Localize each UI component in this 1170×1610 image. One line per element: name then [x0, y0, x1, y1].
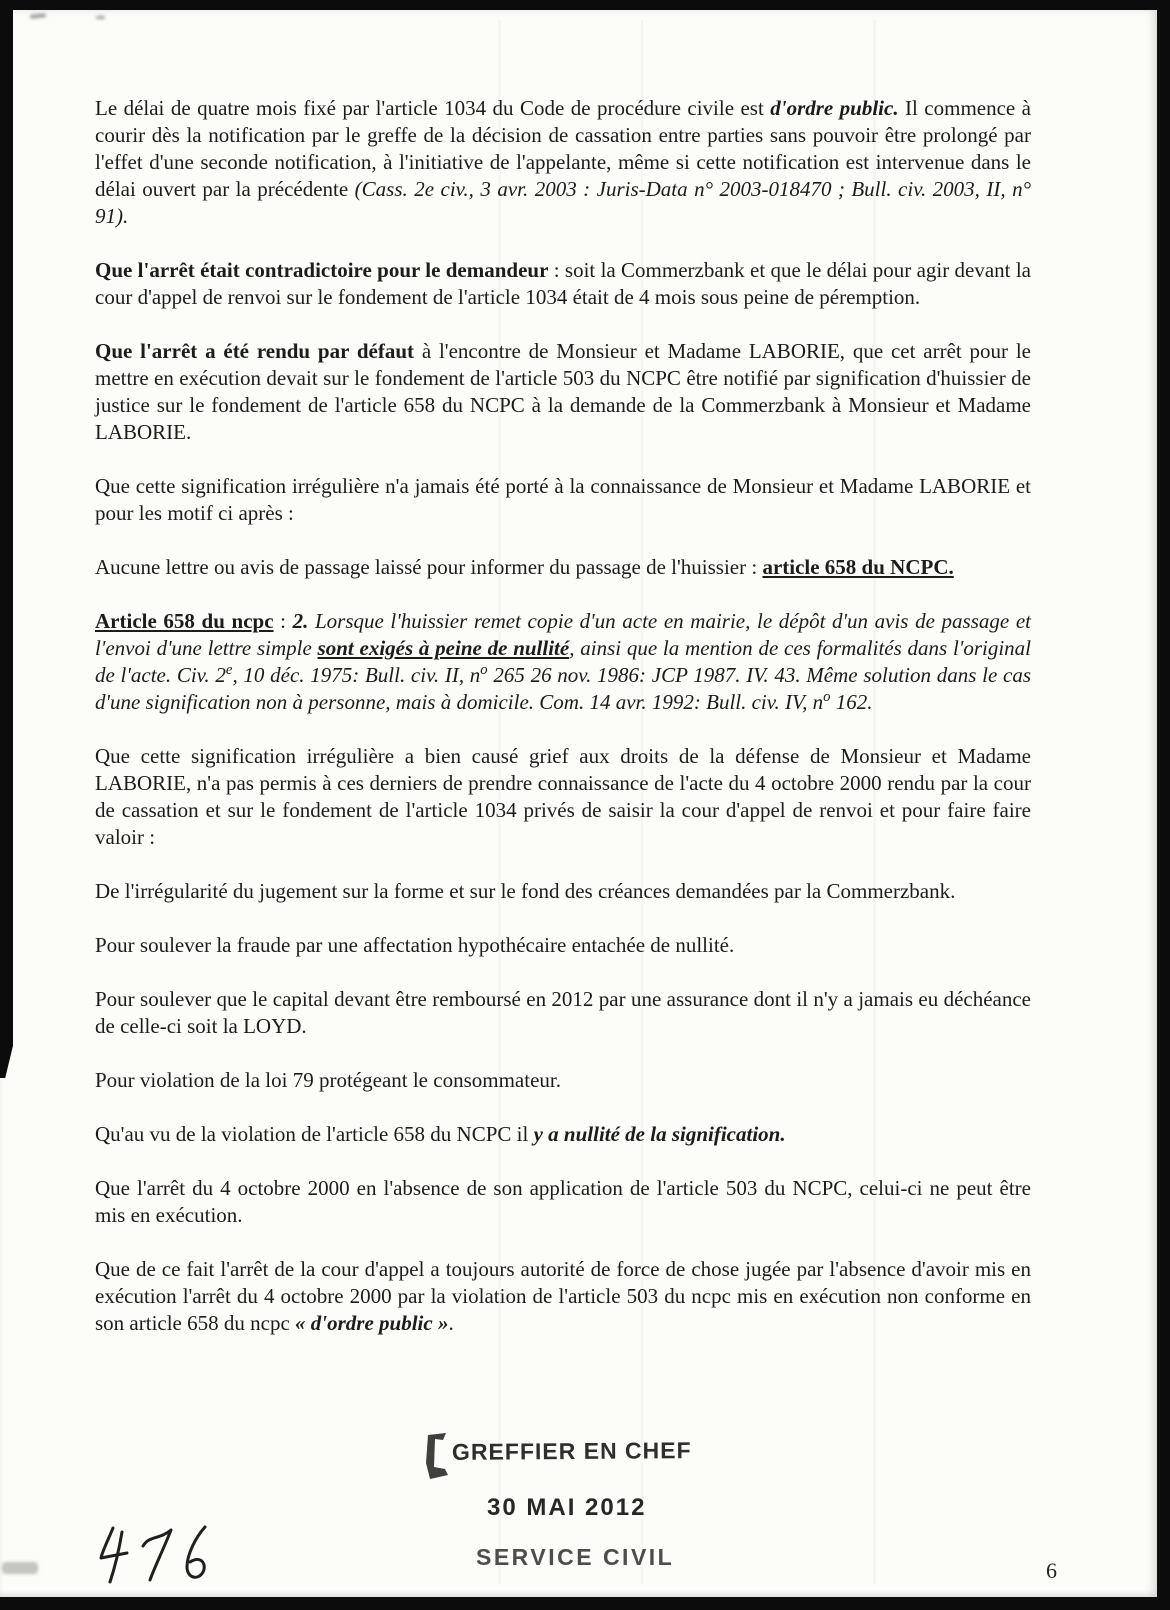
text-run: Que de ce fait l'arrêt de la cour d'appel a toujours autorité de force de chose jugée par l'absence d'avoir mis en exécution l'arrêt du 4 octobre 2000 par la violation de l'article 503 du ncpc mis en exécution non conforme en son article 658 du ncpc — [95, 1257, 1031, 1335]
paragraph-11 — [95, 1067, 1031, 1094]
paragraph-8 — [95, 878, 1031, 905]
paragraph-14 — [95, 1256, 1031, 1337]
text-run: article 658 du NCPC. — [762, 555, 954, 579]
paragraph-12 — [95, 1121, 1031, 1148]
document-page — [0, 10, 1157, 1597]
text-run: : soit la Commerzbank et que le délai pour agir devant la cour d'appel de renvoi sur le fondement de l'article 1034 était de 4 mois sous peine de péremption. — [95, 258, 1031, 309]
scan-left-border — [0, 0, 13, 1078]
text-run: Lorsque l'huissier remet copie d'un acte en mairie, le dépôt d'un avis de passage et l'envoi d'une lettre simple — [95, 609, 1031, 660]
scan-smudge — [2, 1562, 38, 1574]
text-run: o — [480, 662, 488, 678]
text-run: Que l'arrêt du 4 octobre 2000 en l'absence de son application de l'article 503 du NCPC, celui-ci ne peut être mis en exécution. — [95, 1176, 1031, 1227]
text-run: Le délai de quatre mois fixé par l'article 1034 du Code de procédure civile est — [95, 96, 771, 120]
text-run: (Cass. 2e civ., 3 avr. 2003 : Juris-Data n° 2003-018470 ; Bull. civ. 2003, II, n° 91). — [95, 177, 1031, 228]
paragraph-3 — [95, 338, 1031, 446]
text-run: 2. — [292, 609, 309, 633]
text-run: d'ordre public. — [770, 96, 899, 120]
text-run: . — [448, 1311, 454, 1335]
text-run: Aucune lettre ou avis de passage laissé pour informer du passage de l'huissier : — [95, 555, 763, 579]
paragraph-1 — [95, 95, 1031, 230]
stamp-service-line: SERVICE CIVIL — [476, 1544, 675, 1570]
text-run: : — [273, 609, 293, 633]
text-run: « d'ordre public » — [295, 1311, 449, 1335]
page-number: 6 — [1046, 1558, 1057, 1583]
paragraph-13 — [95, 1175, 1031, 1229]
text-run: Pour soulever que le capital devant être remboursé en 2012 par une assurance dont il n'y a jamais eu déchéance de celle-ci soit la LOYD. — [95, 987, 1031, 1038]
paragraph-7 — [95, 743, 1031, 851]
stamp-date-line: 30 MAI 2012 — [487, 1494, 647, 1521]
text-run: Il commence à courir dès la notification par le greffe de la décision de cassation entre parties sans pouvoir être prolongé par l'effet d'une seconde notification, à l'initiative de l'appelante, même si cette notification est intervenue dans le délai ouvert par la précédente — [95, 96, 1031, 201]
paragraph-5 — [95, 554, 1031, 581]
text-run: De l'irrégularité du jugement sur la forme et sur le fond des créances demandées par la Commerzbank. — [95, 879, 956, 903]
text-run: Que l'arrêt était contradictoire pour le demandeur — [95, 258, 549, 282]
stamp-greffier-line: GREFFIER EN CHEF — [451, 1437, 692, 1465]
paragraph-6 — [95, 608, 1031, 716]
text-run: Pour violation de la loi 79 protégeant le consommateur. — [95, 1068, 561, 1092]
text-run: , ainsi que la mention de ces formalités dans l'original de l'acte. Civ. 2 — [95, 636, 1031, 687]
stamp-bracket-mark-icon — [424, 1433, 450, 1481]
text-run: Article 658 du ncpc — [95, 609, 274, 633]
text-run: sont exigés à peine de nullité — [317, 636, 570, 660]
scan-smudge — [30, 13, 46, 19]
text-run: Pour soulever la fraude par une affectation hypothécaire entachée de nullité. — [95, 933, 735, 957]
text-run: Que l'arrêt a été rendu par défaut — [95, 339, 415, 363]
text-run: o — [823, 689, 831, 705]
paragraph-9 — [95, 932, 1031, 959]
handwritten-number — [93, 1522, 223, 1596]
paragraph-2 — [95, 257, 1031, 311]
scan-smudge — [96, 16, 105, 19]
text-run: Que cette signification irrégulière n'a jamais été porté à la connaissance de Monsieur et Madame LABORIE et pour les motif ci après : — [95, 474, 1031, 525]
paragraph-4 — [95, 473, 1031, 527]
text-run: e — [225, 662, 233, 678]
paragraph-10 — [95, 986, 1031, 1040]
text-run: 162. — [830, 690, 873, 714]
text-run: Qu'au vu de la violation de l'article 658 du NCPC il — [95, 1122, 534, 1146]
text-run: à l'encontre de Monsieur et Madame LABORIE, que cet arrêt pour le mettre en exécution devait sur le fondement de l'article 503 du NCPC être notifié par signification d'huissier de justice sur le fondement de l'article 658 du NCPC à la demande de la Commerzbank à Monsieur et Madame LABORIE. — [95, 339, 1031, 444]
text-run: 265 26 nov. 1986: JCP 1987. IV. 43. Même solution dans le cas d'une signification non à personne, mais à domicile. Com. 14 avr. 1992: Bull. civ. IV, n — [95, 663, 1031, 714]
document-body — [95, 95, 1031, 1364]
text-run: Que cette signification irrégulière a bien causé grief aux droits de la défense de Monsieur et Madame LABORIE, n'a pas permis à ces derniers de prendre connaissance de l'acte du 4 octobre 2000 rendu par la cour de cassation et sur le fondement de l'article 1034 privés de saisir la cour d'appel de renvoi et pour faire faire valoir : — [95, 744, 1031, 849]
text-run: y a nullité de la signification. — [533, 1122, 786, 1146]
text-run: , 10 déc. 1975: Bull. civ. II, n — [232, 663, 481, 687]
